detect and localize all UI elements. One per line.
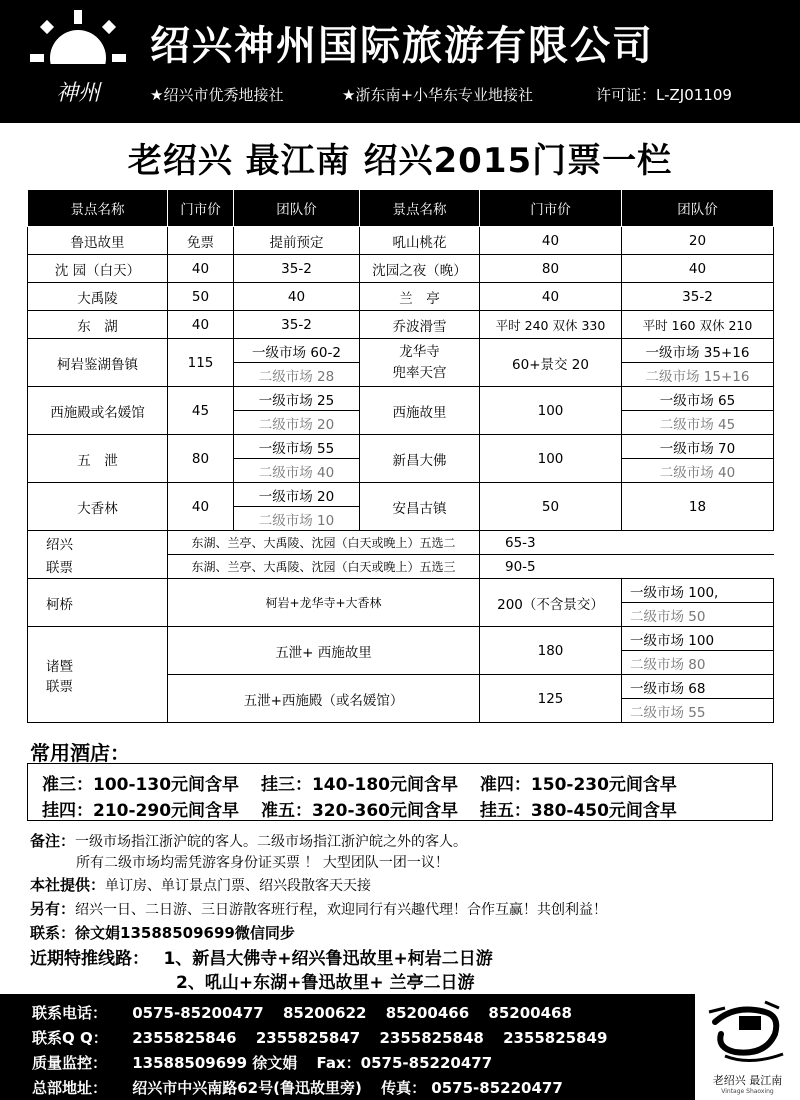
table-header-row [28,190,774,227]
also-line [30,898,607,919]
table-cell: 40 [622,255,774,283]
remark-text: 一级市场指江浙沪皖的客人。二级市场指江浙沪皖之外的客人。 [75,834,468,850]
table-cell: 40 [480,283,622,311]
quality-label: 质量监控： [32,1054,108,1072]
table-cell: 一级市场 20 [234,483,360,507]
col-header: 景点名称 [360,190,480,227]
table-cell: 免票 [168,227,234,255]
table-cell: 乔波滑雪 [360,311,480,339]
route-item: 1、新昌大佛寺+绍兴鲁迅故里+柯岩二日游 [163,949,493,969]
footer-contact-bar [0,994,800,1100]
table-cell: 二级市场 80 [622,651,774,675]
table-cell: 二级市场 10 [234,507,360,531]
quality-contact: 13588509699 徐文娟 [132,1054,298,1072]
sun-logo-icon [28,8,128,116]
table-cell: 100 [480,387,622,435]
remark-text-2: 所有二级市场均需凭游客身份证买票 ！ 大型团队一团一议！ [76,855,449,871]
table-cell: 80 [480,255,622,283]
table-cell: 五泄+西施殿（或名媛馆） [168,675,480,723]
table-cell: 一级市场 100, [622,579,774,603]
table-row [28,283,774,311]
table-cell: 180 [480,627,622,675]
hotel-price-item: 挂三：140-180元间含早 [260,775,458,795]
col-header: 门市价 [480,190,622,227]
page-title: 老绍兴 最江南 绍兴2015门票一栏 [127,141,673,181]
logo-text: 神州 [55,81,101,106]
table-cell: 东湖、兰亭、大禹陵、沈园（白天或晚上）五选二 [168,531,480,555]
qq-number: 2355825848 [379,1029,484,1047]
table-cell: 35-2 [234,255,360,283]
hotel-price-item: 准三：100-130元间含早 [42,775,240,795]
hotel-price-box [27,763,773,821]
table-cell: 二级市场 40 [622,459,774,483]
table-cell: 吼山桃花 [360,227,480,255]
company-logo [28,8,128,116]
tagline-local: ★绍兴市优秀地接社 [150,86,284,104]
stamp-subcaption: Vintage Shaoxing [721,1088,774,1095]
table-cell: 提前预定 [234,227,360,255]
table-cell: 平时 240 双休 330 [480,311,622,339]
table-row [28,387,774,411]
qq-label: 联系Q Q： [32,1029,108,1047]
table-cell: 绍兴 [28,531,168,555]
hotel-price-item: 准四：150-230元间含早 [479,775,677,795]
table-cell: 一级市场 35+16 [622,339,774,363]
contact-text: 徐文娟13588509699微信同步 [75,924,295,942]
table-cell: 柯岩鉴湖鲁镇 [28,339,168,387]
table-row [28,227,774,255]
phone-number: 85200622 [282,1004,367,1022]
table-cell: 一级市场 60-2 [234,339,360,363]
provide-text: 单订房、单订景点门票、绍兴段散客天天接 [105,878,372,894]
phone-number: 85200468 [488,1004,572,1022]
recent-routes-line [30,944,493,969]
table-cell: 90-5 [480,555,774,579]
recent-label: 近期特推线路： [30,949,149,969]
qq-number: 2355825846 [132,1029,237,1047]
table-cell: 一级市场 55 [234,435,360,459]
table-row [28,339,774,363]
table-cell: 一级市场 65 [622,387,774,411]
address-text: 绍兴市中兴南路62号(鲁迅故里旁) [132,1079,362,1097]
footer-quality-row [32,1052,506,1073]
vintage-shaoxing-stamp [695,994,800,1100]
phone-number: 85200466 [385,1004,470,1022]
table-cell: 45 [168,387,234,435]
table-cell: 鲁迅故里 [28,227,168,255]
fax-number: 传真： 0575-85220477 [381,1079,563,1097]
contact-line [30,922,295,943]
col-header: 景点名称 [28,190,168,227]
table-row [28,675,774,699]
table-cell: 40 [168,311,234,339]
table-row [28,531,774,555]
table-cell: 诸暨 [28,627,168,675]
table-cell: 60+景交 20 [480,339,622,387]
footer-address-row [32,1077,577,1098]
table-cell: 40 [168,483,234,531]
table-cell: 100 [480,435,622,483]
qq-number: 2355825849 [503,1029,608,1047]
table-cell: 35-2 [622,283,774,311]
table-cell: 18 [622,483,774,531]
table-cell: 40 [234,283,360,311]
phone-number: 0575-85200477 [132,1004,264,1022]
table-cell: 沈 园（白天） [28,255,168,283]
provide-line [30,874,371,895]
hotel-section-title: 常用酒店： [30,741,130,765]
stamp-caption: 老绍兴 最江南 [712,1074,783,1087]
phone-label: 联系电话： [32,1004,108,1022]
table-cell: 50 [168,283,234,311]
contact-label: 联系： [30,924,76,942]
table-cell: 一级市场 68 [622,675,774,699]
table-cell: 一级市场 100 [622,627,774,651]
table-cell: 二级市场 45 [622,411,774,435]
table-cell: 二级市场 20 [234,411,360,435]
table-cell: 一级市场 70 [622,435,774,459]
table-cell: 80 [168,435,234,483]
table-cell: 20 [622,227,774,255]
table-row [28,435,774,459]
table-cell: 联票 [28,675,168,723]
table-row [28,555,774,579]
table-cell: 二级市场 28 [234,363,360,387]
remark-label: 备注： [30,832,76,850]
table-cell: 安昌古镇 [360,483,480,531]
footer-qq-row [32,1027,621,1048]
also-label: 另有： [30,900,76,918]
table-cell: 50 [480,483,622,531]
table-cell: 兰 亭 [360,283,480,311]
company-name: 绍兴神州国际旅游有限公司 [150,23,654,69]
table-cell: 二级市场 15+16 [622,363,774,387]
table-row [28,627,774,651]
hotel-price-item: 挂五：380-450元间含早 [479,801,677,821]
table-cell: 一级市场 25 [234,387,360,411]
tagline-east: ★浙东南+小华东专业地接社 [342,86,534,104]
qq-number: 2355825847 [255,1029,361,1047]
table-cell: 五 泄 [28,435,168,483]
table-row [28,255,774,283]
table-row [28,483,774,507]
col-header: 团队价 [622,190,774,227]
table-cell: 35-2 [234,311,360,339]
table-cell: 大香林 [28,483,168,531]
hotel-price-item: 准五：320-360元间含早 [260,801,458,821]
table-cell: 40 [480,227,622,255]
table-cell: 东湖、兰亭、大禹陵、沈园（白天或晚上）五选三 [168,555,480,579]
route-item: 2、吼山+东湖+鲁迅故里+ 兰亭二日游 [176,973,475,993]
table-cell: 西施故里 [360,387,480,435]
table-cell: 40 [168,255,234,283]
fax-number: Fax：0575-85220477 [316,1054,493,1072]
hotel-line [42,796,693,821]
license-number: 许可证：L-ZJ01109 [596,86,732,104]
hotel-line [42,770,693,795]
table-cell: 二级市场 55 [622,699,774,723]
table-cell: 龙华寺 兜率天宫 [360,339,480,387]
table-cell: 沈园之夜（晚） [360,255,480,283]
table-cell: 大禹陵 [28,283,168,311]
table-cell: 115 [168,339,234,387]
table-row [28,579,774,603]
table-cell: 新昌大佛 [360,435,480,483]
table-row [28,311,774,339]
footer-phone-row [32,1002,586,1023]
table-cell: 200（不含景交） [480,579,622,627]
col-header: 团队价 [234,190,360,227]
table-cell: 东 湖 [28,311,168,339]
address-label: 总部地址： [32,1079,108,1097]
header-banner [0,0,800,123]
also-text: 绍兴一日、二日游、三日游散客班行程，欢迎同行有兴趣代理！合作互赢！共创利益！ [75,902,608,918]
table-cell: 二级市场 50 [622,603,774,627]
ink-brush-icon [695,994,800,1072]
table-cell: 联票 [28,555,168,579]
remark-line [30,830,467,851]
table-cell: 柯桥 [28,579,168,627]
table-cell: 西施殿或名媛馆 [28,387,168,435]
table-cell: 五泄+ 西施故里 [168,627,480,675]
ticket-price-table [27,189,774,723]
table-cell: 柯岩+龙华寺+大香林 [168,579,480,627]
col-header: 门市价 [168,190,234,227]
table-cell: 二级市场 40 [234,459,360,483]
table-cell: 平时 160 双休 210 [622,311,774,339]
hotel-price-item: 挂四：210-290元间含早 [42,801,240,821]
table-cell: 65-3 [480,531,774,555]
table-cell: 125 [480,675,622,723]
provide-label: 本社提供： [30,876,106,894]
